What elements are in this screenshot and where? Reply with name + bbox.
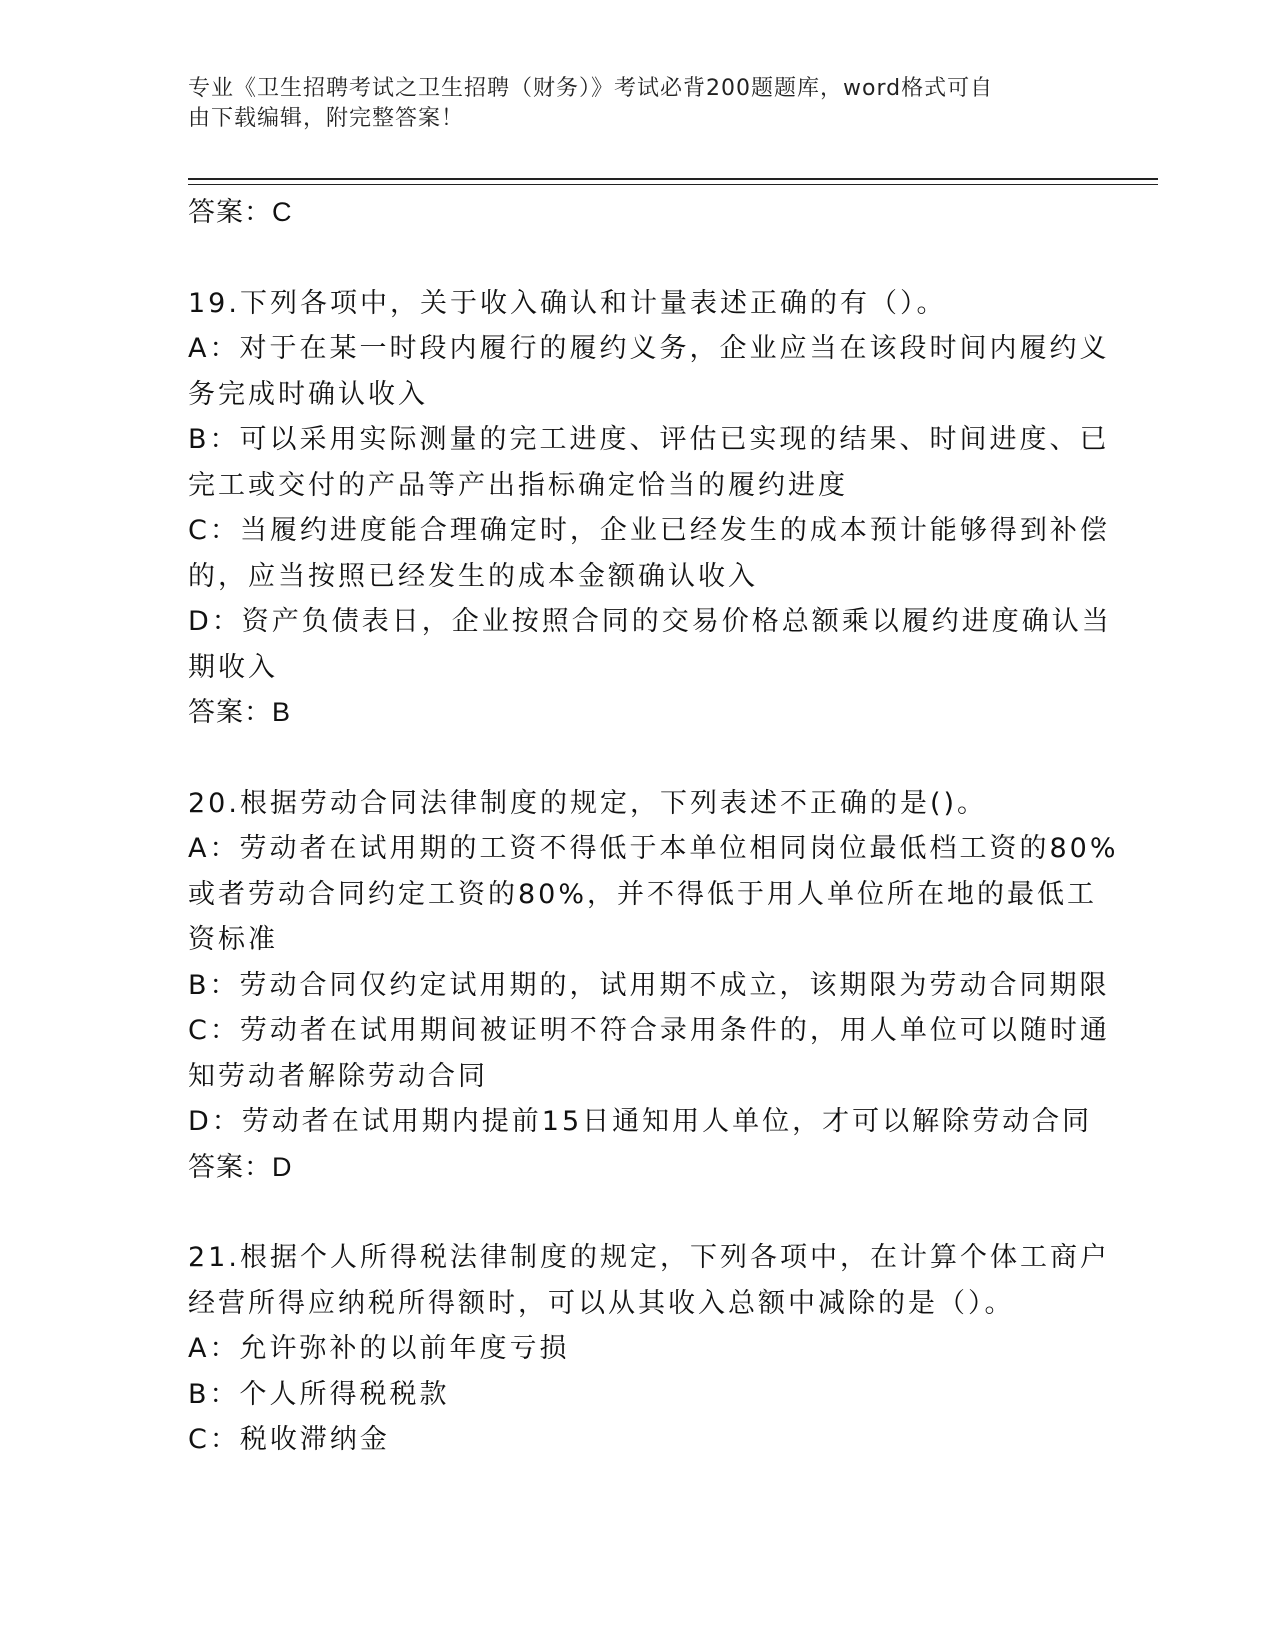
option-a-line: A：对于在某一时段内履行的履约义务，企业应当在该段时间内履约义 [188,333,1110,364]
header-line-1: 专业《卫生招聘考试之卫生招聘（财务）》考试必背200题题库，word格式可自 [188,76,994,101]
question-block [188,281,1112,736]
option-a-line: 务完成时确认收入 [188,378,428,410]
option-d-line: 期收入 [188,651,278,683]
option-c-line: C：劳动者在试用期间被证明不符合录用条件的，用人单位可以随时通 [188,1015,1110,1046]
option-a-line: A：劳动者在试用期的工资不得低于本单位相同岗位最低档工资的80% [188,833,1119,864]
answer-line: 答案：D [188,1151,293,1182]
option-c-line: C：税收滞纳金 [188,1424,390,1455]
question-text: 经营所得应纳税所得额时，可以从其收入总额中减除的是（）。 [188,1287,1015,1319]
question-text: 21.根据个人所得税法律制度的规定，下列各项中，在计算个体工商户 [188,1242,1110,1273]
option-d-line: D：资产负债表日，企业按照合同的交易价格总额乘以履约进度确认当 [188,606,1112,637]
option-b-line: B：个人所得税税款 [188,1378,450,1410]
question-block [188,1235,1110,1463]
header-rule-thin [188,184,1158,185]
option-c-line: 知劳动者解除劳动合同 [188,1060,488,1092]
question-text: 20.根据劳动合同法律制度的规定，下列表述不正确的是()。 [188,787,988,819]
answer-line: 答案：B [188,697,292,727]
question-text: 19.下列各项中，关于收入确认和计量表述正确的有（）。 [188,287,947,319]
option-d-line: D：劳动者在试用期内提前15日通知用人单位，才可以解除劳动合同 [188,1106,1093,1137]
option-c-line: C：当履约进度能合理确定时，企业已经发生的成本预计能够得到补偿 [188,515,1110,546]
header-rule-thick [188,178,1158,180]
option-b-line: B：劳动合同仅约定试用期的，试用期不成立，该期限为劳动合同期限 [188,969,1110,1001]
header-line-2: 由下载编辑，附完整答案！ [188,106,465,131]
option-a-line: 或者劳动合同约定工资的80%，并不得低于用人单位所在地的最低工 [188,878,1098,910]
option-b-line: B：可以采用实际测量的完工进度、评估已实现的结果、时间进度、已 [188,424,1110,455]
option-a-line: 资标准 [188,924,278,955]
answer-line: 答案：C [188,197,293,227]
document-header [188,74,1068,134]
option-b-line: 完工或交付的产品等产出指标确定恰当的履约进度 [188,469,848,501]
document-body [188,190,1119,1463]
option-c-line: 的，应当按照已经发生的成本金额确认收入 [188,560,758,592]
question-block [188,781,1119,1191]
option-a-line: A：允许弥补的以前年度亏损 [188,1333,570,1364]
